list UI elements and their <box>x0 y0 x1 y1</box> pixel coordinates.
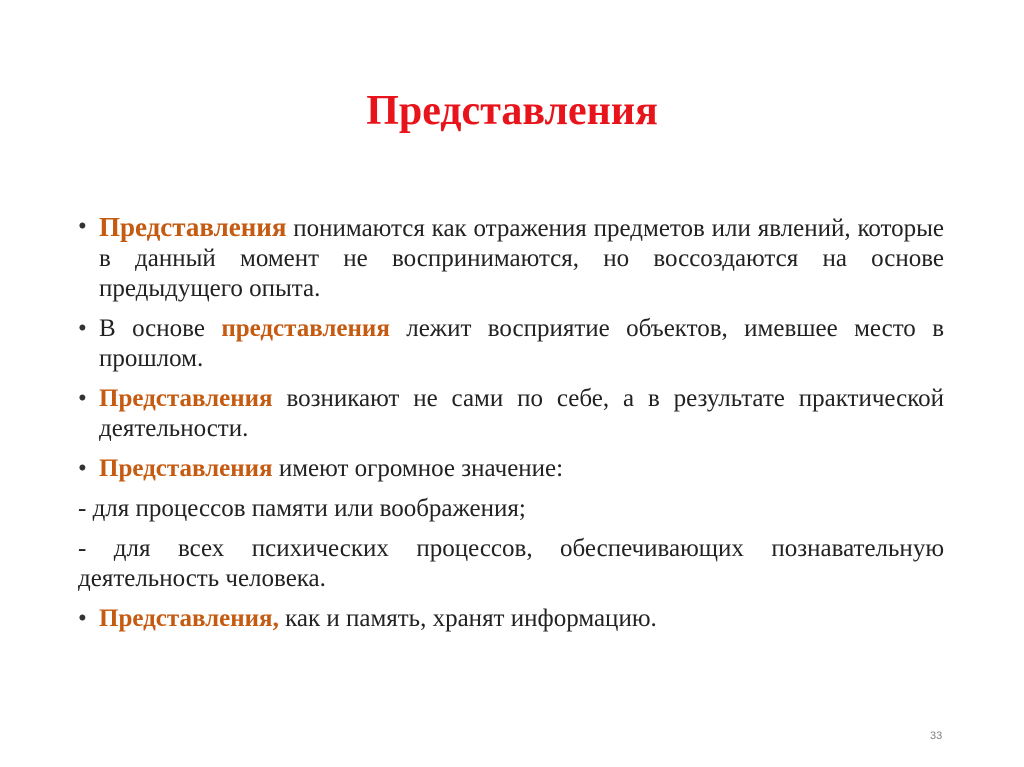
bullet-item-3 <box>78 384 944 444</box>
bullet-icon: • <box>78 605 87 632</box>
highlight-term: Представления, <box>99 605 279 632</box>
bullet-item-2 <box>78 314 944 374</box>
dash-item-2: - для всех психических процессов, обеспечивающих познавательную деятельность человека. <box>78 535 944 592</box>
bullet-item-1 <box>78 212 944 304</box>
bullet-icon: • <box>78 213 87 240</box>
highlight-term: Представления <box>99 385 273 412</box>
highlight-term: представления <box>221 315 390 342</box>
page-number: 33 <box>930 730 943 742</box>
bullet-icon: • <box>78 315 87 342</box>
slide-content <box>78 212 944 644</box>
highlight-term: Представления <box>99 212 287 242</box>
dash-item-1: - для процессов памяти или воображения; <box>78 495 526 522</box>
item-text: лежит восприятие объектов, имевшее место в прошлом. <box>99 315 944 372</box>
bullet-item-5 <box>78 604 944 634</box>
bullet-icon: • <box>78 385 87 412</box>
highlight-term: Представления <box>99 455 273 482</box>
bullet-icon: • <box>78 455 87 482</box>
item-text-before: В основе <box>99 315 222 342</box>
item-text: понимаются как отражения предметов или явлений, которые в данный момент не воспринимаются, но воссоздаются на основе предыдущего опыта. <box>99 215 944 302</box>
item-text: возникают не сами по себе, а в результате практической деятельности. <box>99 385 944 442</box>
slide-title: Представления <box>366 88 658 134</box>
bullet-item-4 <box>78 454 944 484</box>
item-text: имеют огромное значение: <box>272 455 564 482</box>
item-text: как и память, хранят информацию. <box>278 605 657 632</box>
